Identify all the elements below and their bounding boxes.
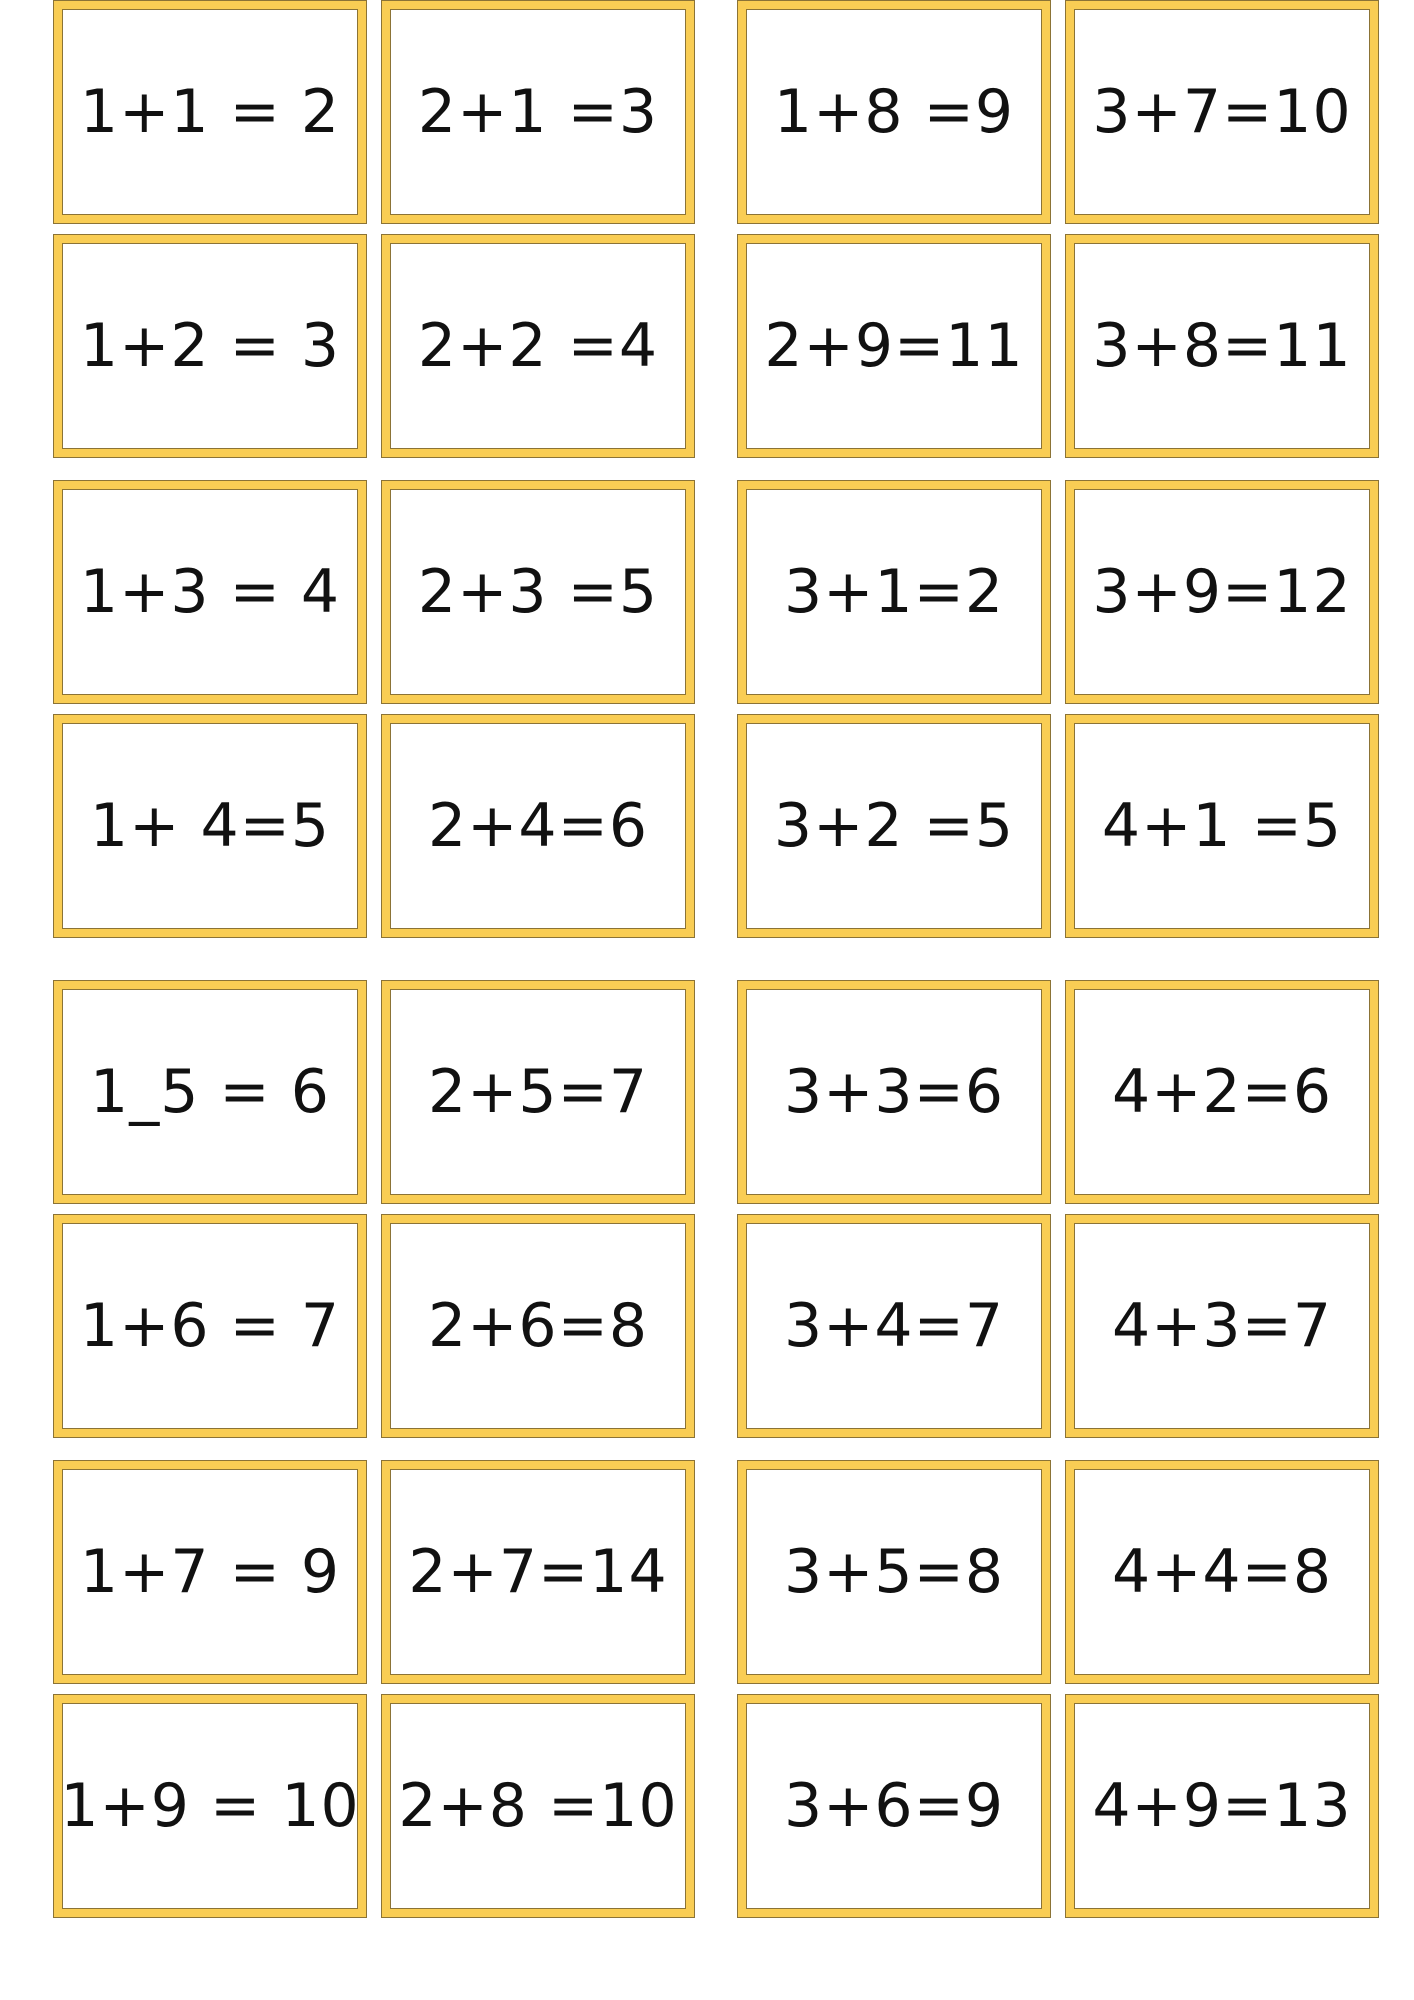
flashcard bbox=[1065, 480, 1379, 704]
flashcard-face bbox=[746, 1223, 1042, 1429]
equation-text: 2+9=11 bbox=[764, 311, 1024, 381]
flashcard-face bbox=[1074, 9, 1370, 215]
flashcard bbox=[381, 480, 695, 704]
flashcard-face bbox=[1074, 1469, 1370, 1675]
flashcard-face bbox=[62, 9, 358, 215]
flashcard bbox=[737, 714, 1051, 938]
flashcard bbox=[1065, 1214, 1379, 1438]
equation-text: 2+3 =5 bbox=[417, 557, 659, 627]
flashcard-face bbox=[62, 1469, 358, 1675]
flashcard bbox=[53, 480, 367, 704]
flashcard-face bbox=[1074, 1223, 1370, 1429]
equation-text: 3+6=9 bbox=[783, 1771, 1005, 1841]
flashcard-face bbox=[62, 1223, 358, 1429]
equation-text: 3+2 =5 bbox=[773, 791, 1015, 861]
flashcard bbox=[737, 480, 1051, 704]
flashcard bbox=[737, 980, 1051, 1204]
flashcard bbox=[737, 1694, 1051, 1918]
flashcard bbox=[737, 0, 1051, 224]
flashcard-face bbox=[62, 989, 358, 1195]
equation-text: 1_5 = 6 bbox=[90, 1057, 330, 1127]
flashcard bbox=[381, 234, 695, 458]
flashcard-face bbox=[746, 1703, 1042, 1909]
flashcard-face bbox=[1074, 1703, 1370, 1909]
flashcard bbox=[1065, 0, 1379, 224]
equation-text: 4+9=13 bbox=[1092, 1771, 1352, 1841]
flashcard-face bbox=[390, 489, 686, 695]
flashcard-face bbox=[62, 723, 358, 929]
flashcard-face bbox=[62, 243, 358, 449]
flashcard-face bbox=[62, 489, 358, 695]
equation-text: 4+4=8 bbox=[1111, 1537, 1333, 1607]
equation-text: 3+3=6 bbox=[783, 1057, 1005, 1127]
equation-text: 1+3 = 4 bbox=[79, 557, 341, 627]
flashcard bbox=[53, 234, 367, 458]
flashcard bbox=[53, 980, 367, 1204]
equation-text: 2+8 =10 bbox=[398, 1771, 678, 1841]
flashcard bbox=[1065, 714, 1379, 938]
flashcard-face bbox=[1074, 489, 1370, 695]
flashcard bbox=[737, 1460, 1051, 1684]
equation-text: 3+5=8 bbox=[783, 1537, 1005, 1607]
equation-text: 1+1 = 2 bbox=[79, 77, 341, 147]
equation-text: 3+7=10 bbox=[1092, 77, 1352, 147]
flashcard-face bbox=[1074, 723, 1370, 929]
flashcard bbox=[1065, 980, 1379, 1204]
flashcard-face bbox=[390, 243, 686, 449]
equation-text: 1+8 =9 bbox=[773, 77, 1015, 147]
flashcard-face bbox=[390, 9, 686, 215]
flashcard-face bbox=[390, 1703, 686, 1909]
flashcard bbox=[381, 1694, 695, 1918]
flashcard-face bbox=[1074, 243, 1370, 449]
equation-text: 1+7 = 9 bbox=[79, 1537, 341, 1607]
equation-text: 3+9=12 bbox=[1092, 557, 1352, 627]
equation-text: 2+1 =3 bbox=[417, 77, 659, 147]
flashcard bbox=[1065, 1694, 1379, 1918]
flashcard-face bbox=[746, 723, 1042, 929]
flashcard bbox=[737, 234, 1051, 458]
equation-text: 2+6=8 bbox=[427, 1291, 649, 1361]
equation-text: 4+3=7 bbox=[1111, 1291, 1333, 1361]
flashcard bbox=[53, 1460, 367, 1684]
flashcard bbox=[1065, 234, 1379, 458]
flashcard-face bbox=[390, 989, 686, 1195]
equation-text: 3+4=7 bbox=[783, 1291, 1005, 1361]
flashcard-face bbox=[390, 1469, 686, 1675]
flashcard bbox=[381, 0, 695, 224]
flashcard-face bbox=[62, 1703, 358, 1909]
equation-text: 1+9 = 10 bbox=[60, 1771, 360, 1841]
flashcard bbox=[53, 1214, 367, 1438]
equation-text: 1+2 = 3 bbox=[79, 311, 341, 381]
equation-text: 3+8=11 bbox=[1092, 311, 1352, 381]
flashcard bbox=[381, 1214, 695, 1438]
equation-text: 4+2=6 bbox=[1111, 1057, 1333, 1127]
equation-text: 1+6 = 7 bbox=[79, 1291, 341, 1361]
flashcard bbox=[53, 1694, 367, 1918]
flashcard bbox=[53, 714, 367, 938]
equation-text: 4+1 =5 bbox=[1101, 791, 1343, 861]
flashcard-face bbox=[746, 989, 1042, 1195]
flashcard bbox=[737, 1214, 1051, 1438]
flashcard bbox=[53, 0, 367, 224]
flashcard bbox=[1065, 1460, 1379, 1684]
equation-text: 2+5=7 bbox=[427, 1057, 649, 1127]
equation-text: 1+ 4=5 bbox=[89, 791, 331, 861]
equation-text: 3+1=2 bbox=[783, 557, 1005, 627]
equation-text: 2+2 =4 bbox=[417, 311, 659, 381]
flashcard-face bbox=[1074, 989, 1370, 1195]
flashcard-face bbox=[390, 723, 686, 929]
equation-text: 2+7=14 bbox=[408, 1537, 668, 1607]
flashcard bbox=[381, 714, 695, 938]
flashcard-face bbox=[746, 9, 1042, 215]
flashcard-face bbox=[746, 243, 1042, 449]
flashcard bbox=[381, 1460, 695, 1684]
flashcard bbox=[381, 980, 695, 1204]
flashcard-face bbox=[390, 1223, 686, 1429]
flashcard-face bbox=[746, 1469, 1042, 1675]
equation-text: 2+4=6 bbox=[427, 791, 649, 861]
flashcard-face bbox=[746, 489, 1042, 695]
